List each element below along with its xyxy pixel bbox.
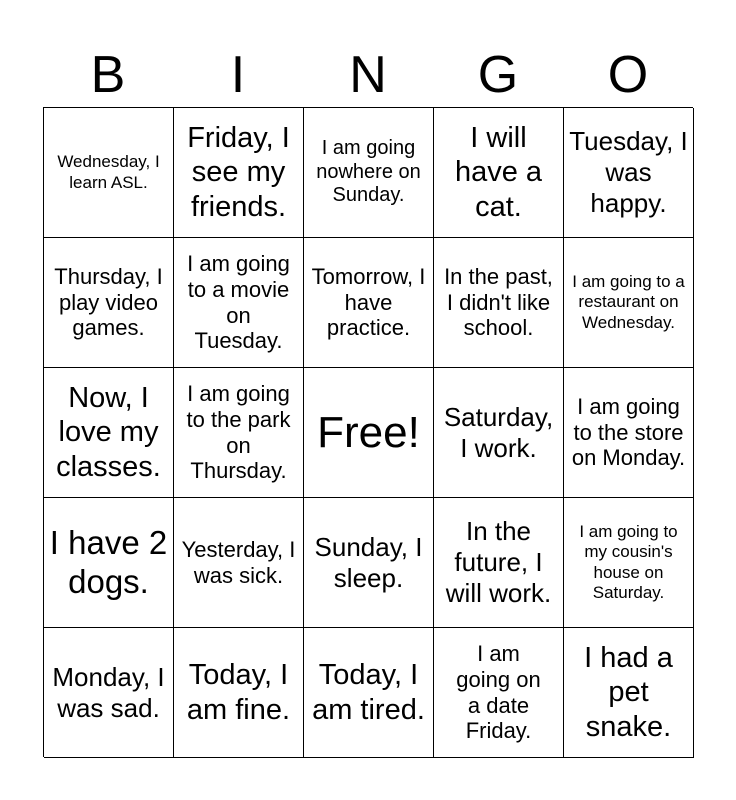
- bingo-cell: [44, 498, 174, 628]
- bingo-cell: [564, 498, 694, 628]
- bingo-cell: [174, 628, 304, 758]
- cell-text: I have 2 dogs.: [49, 523, 168, 600]
- bingo-cell: [44, 108, 174, 238]
- cell-text: I had a pet snake.: [584, 642, 673, 743]
- bingo-cell: [174, 108, 304, 238]
- cell-text: Now, I love my classes.: [56, 382, 161, 483]
- cell-text: I am going to my cousin's house on Saturday.: [579, 522, 678, 602]
- cell-text: Friday, I see my friends.: [187, 122, 290, 223]
- bingo-cell: [564, 628, 694, 758]
- bingo-grid: [43, 107, 693, 757]
- bingo-cell: [174, 238, 304, 368]
- bingo-header: [43, 44, 693, 106]
- cell-text: Today, I am fine.: [186, 659, 291, 726]
- bingo-cell: [304, 108, 434, 238]
- cell-text: I am going to a restaurant on Wednesday.: [572, 272, 685, 332]
- bingo-cell: [44, 238, 174, 368]
- bingo-cell: [174, 368, 304, 498]
- cell-text: I will have a cat.: [454, 122, 543, 223]
- cell-text: Sunday, I sleep.: [314, 531, 423, 593]
- cell-text: I am going to a movie on Tuesday.: [187, 250, 290, 354]
- cell-text: Tomorrow, I have practice.: [311, 263, 426, 341]
- bingo-cell: [564, 238, 694, 368]
- cell-text: Thursday, I play video games.: [54, 263, 163, 341]
- cell-text: Saturday, I work.: [443, 401, 554, 463]
- cell-text: In the future, I will work.: [445, 516, 552, 608]
- header-letter-g: G: [477, 46, 519, 104]
- bingo-cell: [434, 238, 564, 368]
- cell-text: Monday, I was sad.: [52, 661, 165, 723]
- bingo-cell: [564, 108, 694, 238]
- cell-text: Tuesday, I was happy.: [569, 126, 688, 218]
- cell-text: I am going to the park on Thursday.: [186, 380, 291, 484]
- header-letter-n: N: [349, 46, 387, 104]
- bingo-cell: [44, 368, 174, 498]
- cell-text: Yesterday, I was sick.: [181, 536, 296, 588]
- bingo-cell: [304, 238, 434, 368]
- cell-text: In the past, I didn't like school.: [444, 263, 553, 341]
- bingo-cell: [44, 628, 174, 758]
- free-space: Free!: [317, 407, 420, 457]
- cell-text: Today, I am tired.: [312, 659, 425, 726]
- header-letter-o: O: [607, 46, 649, 104]
- cell-text: I am going on a date Friday.: [456, 640, 541, 744]
- bingo-cell: [434, 368, 564, 498]
- bingo-cell: [434, 108, 564, 238]
- bingo-cell: [174, 498, 304, 628]
- bingo-cell: [434, 628, 564, 758]
- cell-text: I am going to the store on Monday.: [571, 393, 686, 471]
- cell-text: Wednesday, I learn ASL.: [57, 152, 160, 192]
- bingo-cell: [304, 498, 434, 628]
- header-letter-i: I: [230, 46, 246, 104]
- bingo-cell: [304, 628, 434, 758]
- bingo-cell: [304, 368, 434, 498]
- header-letter-b: B: [90, 46, 126, 104]
- bingo-cell: [564, 368, 694, 498]
- cell-text: I am going nowhere on Sunday.: [316, 137, 421, 207]
- bingo-cell: [434, 498, 564, 628]
